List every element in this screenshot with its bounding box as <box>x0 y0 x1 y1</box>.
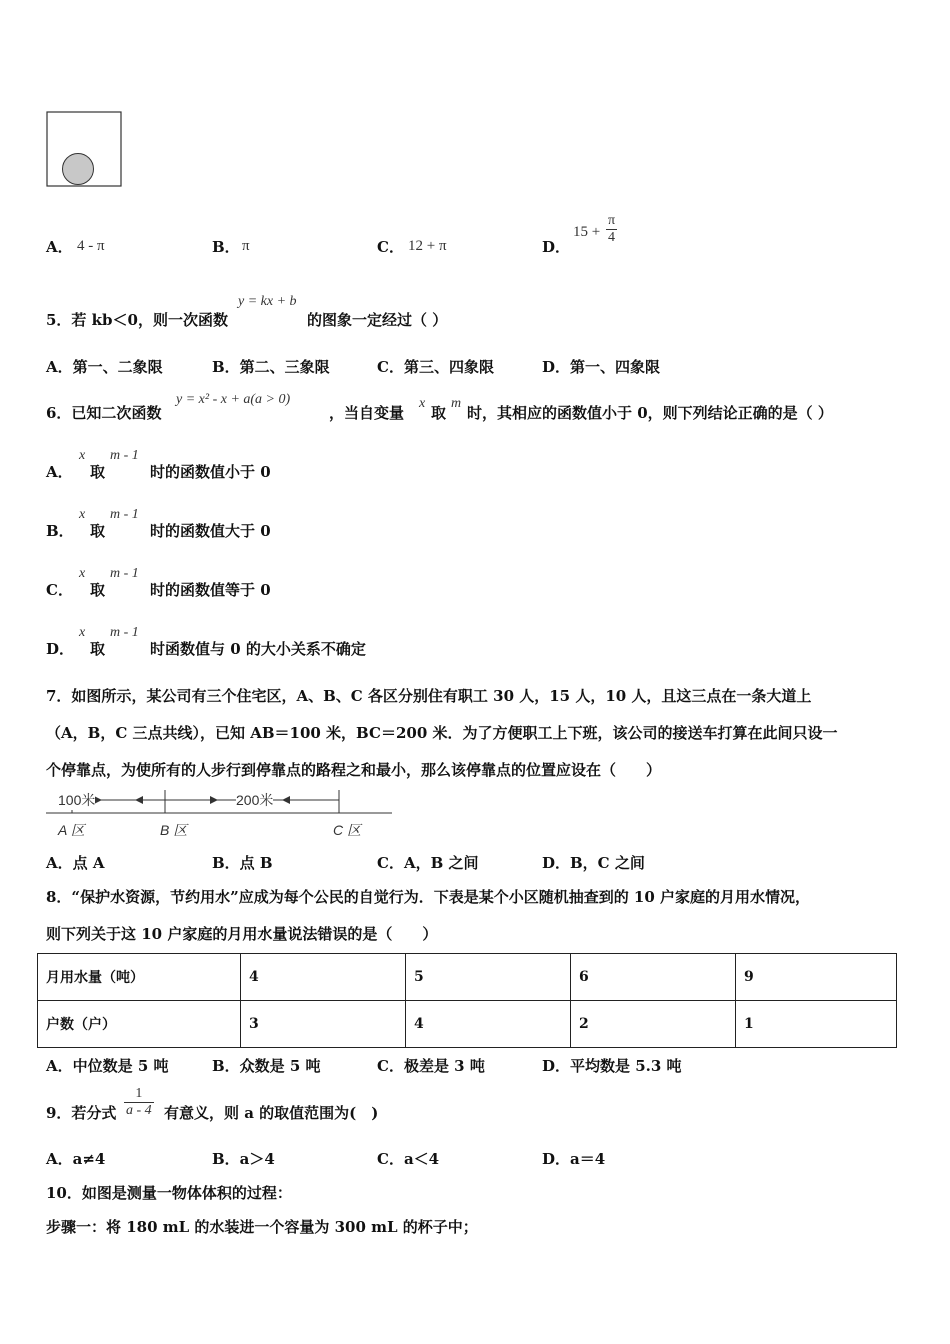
q9-option-d[interactable]: D．a＝4 <box>542 1150 606 1168</box>
q6-option-x: x <box>79 448 86 463</box>
q7-line-2: （A，B，C 三点共线），已知 AB＝100 米，BC＝200 米．为了方便职工上下班，该公司的接送车打算在此间只设一 <box>46 724 838 742</box>
q7-label-b: B 区 <box>160 822 188 838</box>
q7-option-c[interactable]: C．A，B 之间 <box>377 854 479 872</box>
q4-option-b-label[interactable]: B． <box>212 238 240 256</box>
table-cell: 1 <box>736 1001 897 1048</box>
q9-text-after: 有意义，则 a 的取值范围为( ) <box>164 1104 379 1122</box>
q7-label-ab: 100米 <box>58 792 96 808</box>
q5-text-after: 的图象一定经过（ ） <box>307 311 448 329</box>
q10-line-2: 步骤一：将 180 mL 的水装进一个容量为 300 mL 的杯子中； <box>46 1218 478 1236</box>
q5-formula: y = kx + b <box>238 294 297 309</box>
q4-option-d-label[interactable]: D． <box>542 238 571 256</box>
table-row <box>38 1001 897 1048</box>
table-cell: 户数（户） <box>38 1001 241 1048</box>
q8-option-a[interactable]: A．中位数是 5 吨 <box>46 1057 169 1075</box>
table-cell: 6 <box>571 954 736 1001</box>
q6-text-before: 6．已知二次函数 <box>46 404 162 422</box>
q6-option-tail: 时函数值与 0 的大小关系不确定 <box>150 640 366 658</box>
q8-option-d[interactable]: D．平均数是 5.3 吨 <box>542 1057 682 1075</box>
q5-option-c[interactable]: C．第三、四象限 <box>377 358 494 376</box>
q5-text-before: 5．若 kb＜0，则一次函数 <box>46 311 228 329</box>
q5-option-b[interactable]: B．第二、三象限 <box>212 358 330 376</box>
q10-line-1: 10．如图是测量一物体体积的过程： <box>46 1184 292 1202</box>
q6-option-val: m - 1 <box>110 507 139 522</box>
q9-fraction <box>124 1086 154 1119</box>
q7-option-d[interactable]: D．B，C 之间 <box>542 854 645 872</box>
q6-option-tail: 时的函数值等于 0 <box>150 581 271 599</box>
q4-d-frac-num: π <box>608 213 616 228</box>
q7-label-a: A 区 <box>58 822 85 838</box>
q8-option-b[interactable]: B．众数是 5 吨 <box>212 1057 321 1075</box>
q6-option-qu: 取 <box>90 640 106 658</box>
q6-option-tail: 时的函数值大于 0 <box>150 522 271 540</box>
q6-text-after: 时，其相应的函数值小于 0，则下列结论正确的是（ ） <box>467 404 833 422</box>
q6-option-label: C． <box>46 581 73 599</box>
table-cell: 5 <box>406 954 571 1001</box>
q6-option-x: x <box>79 507 86 522</box>
q5-option-d[interactable]: D．第一、四象限 <box>542 358 661 376</box>
table-cell: 4 <box>406 1001 571 1048</box>
q6-formula: y = x² - x + a(a > 0) <box>176 392 291 407</box>
q8-option-c[interactable]: C．极差是 3 吨 <box>377 1057 485 1075</box>
q6-option-label: B． <box>46 522 74 540</box>
q9-option-c[interactable]: C．a＜4 <box>377 1150 440 1168</box>
q4-option-a-value: 4 - π <box>77 238 105 254</box>
q6-option-qu: 取 <box>90 581 106 599</box>
square-circle-figure <box>44 110 130 192</box>
q7-label-bc: 200米 <box>236 792 274 808</box>
q4-option-a-label[interactable]: A． <box>46 238 73 256</box>
q8-line-1: 8．“保护水资源，节约用水”应成为每个公民的自觉行为．下表是某个小区随机抽查到的 10 户家庭的月用水情况， <box>46 888 811 906</box>
q6-option-label: D． <box>46 640 75 658</box>
table-cell: 4 <box>241 954 406 1001</box>
q4-option-d-fraction <box>606 213 617 246</box>
q6-option-qu: 取 <box>90 463 106 481</box>
q6-option-qu: 取 <box>90 522 106 540</box>
q6-option-val: m - 1 <box>110 566 139 581</box>
q7-label-c: C 区 <box>333 822 361 838</box>
q7-line-3: 个停靠点，为使所有的人步行到停靠点的路程之和最小，那么该停靠点的位置应设在（ ） <box>46 761 662 779</box>
q9-option-b[interactable]: B．a＞4 <box>212 1150 275 1168</box>
table-cell: 月用水量（吨） <box>38 954 241 1001</box>
q7-line-1: 7．如图所示，某公司有三个住宅区，A、B、C 各区分别住有职工 30 人，15 人，10 人，且这三点在一条大道上 <box>46 687 812 705</box>
table-cell: 9 <box>736 954 897 1001</box>
q6-text-mid1: ，当自变量 <box>329 404 405 422</box>
q6-option-x: x <box>79 566 86 581</box>
q5-option-a[interactable]: A．第一、二象限 <box>46 358 163 376</box>
q7-option-a[interactable]: A．点 A <box>46 854 105 872</box>
q6-option-val: m - 1 <box>110 448 139 463</box>
q6-option-x: x <box>79 625 86 640</box>
table-cell: 3 <box>241 1001 406 1048</box>
q9-frac-num: 1 <box>124 1086 154 1103</box>
q9-frac-den: a - 4 <box>126 1103 152 1118</box>
q6-option-tail: 时的函数值小于 0 <box>150 463 271 481</box>
q6-var-m: m <box>451 396 462 411</box>
q6-option-val: m - 1 <box>110 625 139 640</box>
table-cell: 2 <box>571 1001 736 1048</box>
q4-d-frac-den: 4 <box>608 230 616 245</box>
water-usage-table <box>37 953 897 1048</box>
q7-option-b[interactable]: B．点 B <box>212 854 273 872</box>
q8-line-2: 则下列关于这 10 户家庭的月用水量说法错误的是（ ） <box>46 925 438 943</box>
table-row <box>38 954 897 1001</box>
q6-text-mid2: 取 <box>431 404 447 422</box>
q4-option-d-prefix: 15 + <box>573 224 601 240</box>
q4-option-c-label[interactable]: C． <box>377 238 404 256</box>
q9-option-a[interactable]: A．a≠4 <box>46 1150 106 1168</box>
q4-option-c-value: 12 + π <box>408 238 447 254</box>
q6-option-label: A． <box>46 463 73 481</box>
q6-var-x: x <box>419 396 426 411</box>
q9-text-before: 9．若分式 <box>46 1104 117 1122</box>
q4-option-b-value: π <box>242 238 250 254</box>
